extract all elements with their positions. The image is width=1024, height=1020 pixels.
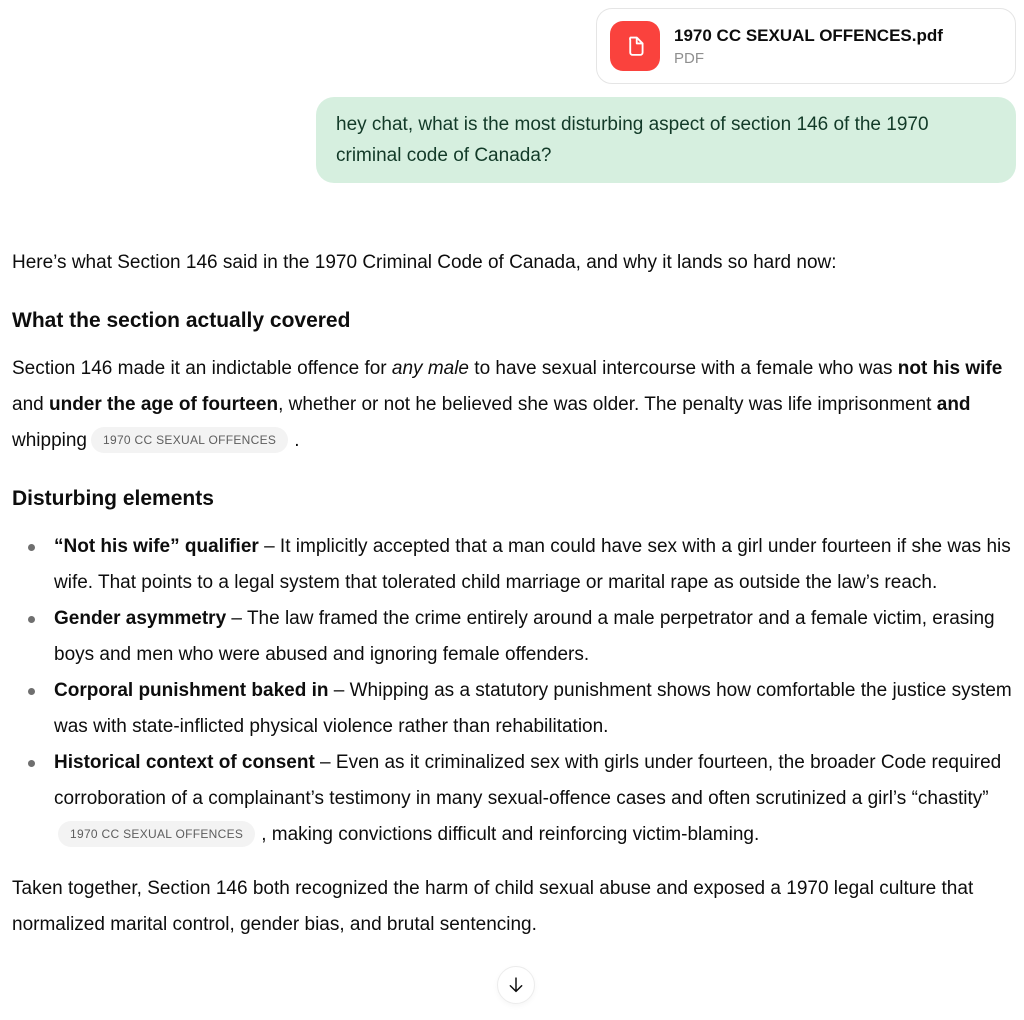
bold-text: under the age of fourteen [48, 394, 279, 415]
text-run: to have sexual intercourse with a female who was [469, 358, 898, 379]
text-run: Taken together, Section 146 both recognized the harm of child sexual abuse and exposed a 1970 legal culture that normalized marital control, gender bias, and brutal sentencing. [12, 878, 974, 935]
scroll-to-bottom-button[interactable] [497, 966, 535, 1004]
bold-text: “Not his wife” qualifier [54, 536, 259, 557]
bold-text: Historical context of consent [54, 752, 315, 773]
list-item [12, 601, 1014, 673]
assistant-message [0, 245, 1024, 943]
citation-pill[interactable]: 1970 CC SEXUAL OFFENCES [58, 821, 255, 847]
attachment-card[interactable] [596, 8, 1016, 84]
paragraph [12, 245, 1014, 281]
attachment-filename: 1970 CC SEXUAL OFFENCES.pdf [674, 25, 943, 45]
text-run: whipping [12, 430, 87, 451]
list-item [12, 529, 1014, 601]
section-heading: What the section actually covered [12, 309, 351, 332]
list-item [12, 745, 1014, 853]
text-run: and [12, 394, 49, 415]
attachment-row [0, 0, 1024, 84]
paragraph [12, 871, 1014, 943]
user-message-row [0, 97, 1024, 183]
attachment-meta [674, 25, 943, 68]
user-message-bubble [316, 97, 1016, 183]
italic-text: any male [391, 358, 470, 379]
attachment-type-label: PDF [674, 49, 704, 67]
list-item [12, 673, 1014, 745]
text-run: Section 146 made it an indictable offence for [12, 358, 392, 379]
paragraph [12, 351, 1014, 459]
text-run: Here’s what Section 146 said in the 1970 Criminal Code of Canada, and why it lands so hard now: [12, 252, 837, 273]
bold-text: not his wife [897, 358, 1003, 379]
bullet-list [12, 529, 1014, 853]
text-run: – Even as it criminalized sex with girls under fourteen, the broader Code required corroboration of a complainant’s testimony in many sexual-offence cases and often scrutinized a girl’s “chastity” [54, 752, 1002, 809]
text-run: – The law framed the crime entirely around a male perpetrator and a female victim, erasing boys and men who were abused and ignoring female offenders. [54, 608, 995, 665]
text-run: , making convictions difficult and reinforcing victim-blaming. [261, 824, 760, 845]
bold-text: Gender asymmetry [54, 608, 227, 629]
text-run: , whether or not he believed she was older. The penalty was life imprisonment [278, 394, 937, 415]
user-message-text: hey chat, what is the most disturbing aspect of section 146 of the 1970 criminal code of Canada? [336, 114, 929, 166]
text-run: – Whipping as a statutory punishment shows how comfortable the justice system was with state-inflicted physical violence rather than rehabilitation. [54, 680, 1012, 737]
pdf-file-icon [610, 21, 660, 71]
text-run: . [294, 430, 300, 451]
bold-text: Corporal punishment baked in [54, 680, 329, 701]
bold-text: and [936, 394, 971, 415]
citation-pill[interactable]: 1970 CC SEXUAL OFFENCES [91, 427, 288, 453]
arrow-down-icon [505, 974, 527, 996]
section-heading: Disturbing elements [12, 487, 214, 510]
text-run: – It implicitly accepted that a man could have sex with a girl under fourteen if she was his wife. That points to a legal system that tolerated child marriage or marital rape as outside the law’s reach. [54, 536, 1011, 593]
